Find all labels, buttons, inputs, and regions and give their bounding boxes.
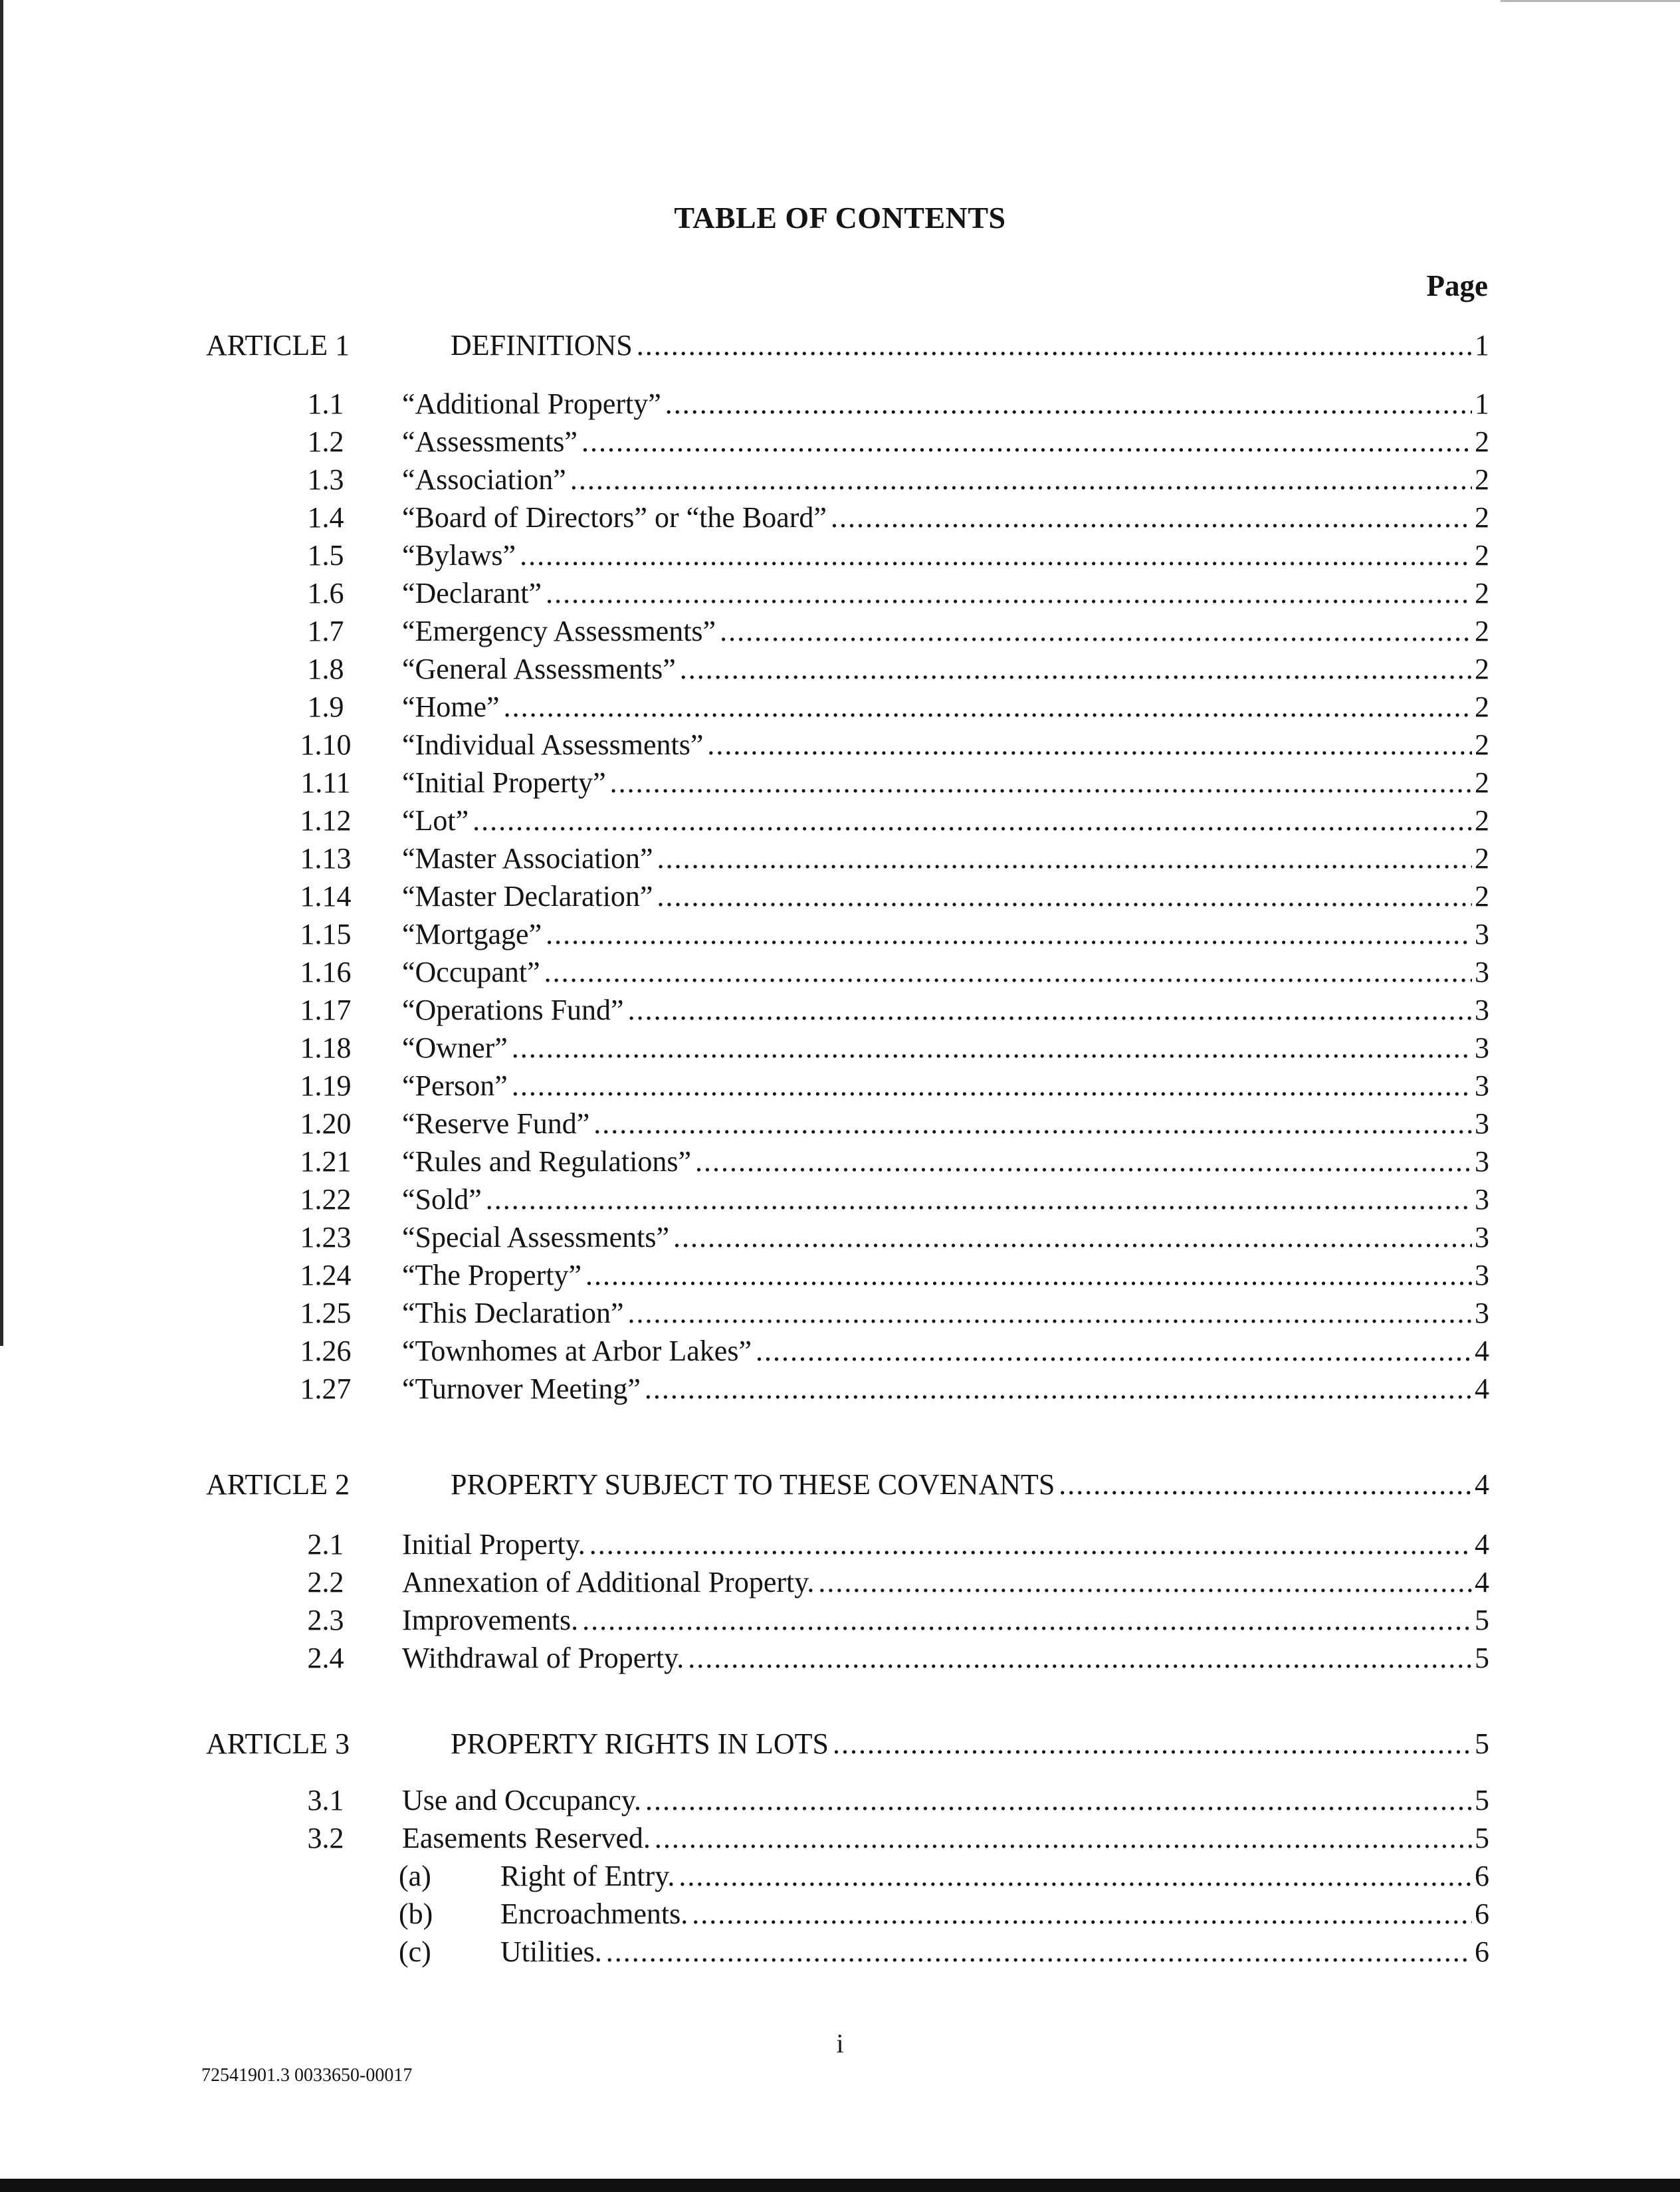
toc-leader [402, 385, 1489, 423]
section-page: 3 [1472, 916, 1489, 953]
toc-leader [402, 1333, 1489, 1370]
toc-section-row[interactable] [0, 764, 1680, 802]
section-number: 1.2 [307, 425, 344, 458]
toc-leader [402, 726, 1489, 764]
section-number: 1.21 [300, 1145, 352, 1178]
section-number: 2.1 [307, 1528, 344, 1561]
toc-section-row[interactable] [0, 1602, 1680, 1639]
toc-leader [402, 1640, 1489, 1677]
article-page: 5 [1472, 1725, 1489, 1763]
toc-leader [451, 1466, 1489, 1503]
toc-leader [402, 1030, 1489, 1067]
section-title: “Declarant” [402, 575, 546, 612]
document-id: 72541901.3 0033650-00017 [201, 2065, 413, 2086]
section-title: “Reserve Fund” [402, 1105, 593, 1143]
toc-leader [402, 1526, 1489, 1563]
toc-section-row[interactable] [0, 1219, 1680, 1256]
article-number: ARTICLE 3 [206, 1727, 350, 1760]
toc-subsection-row[interactable] [0, 1896, 1680, 1933]
toc-section-row[interactable] [0, 1257, 1680, 1294]
scan-top-edge [1501, 0, 1680, 2]
section-title: “Rules and Regulations” [402, 1143, 695, 1180]
section-title: “Occupant” [402, 954, 544, 991]
subsection-number: (b) [399, 1898, 433, 1930]
section-title: “Additional Property” [402, 385, 665, 423]
section-page: 3 [1472, 1257, 1489, 1294]
toc-leader [500, 1896, 1489, 1933]
section-number: 1.14 [300, 880, 352, 913]
toc-section-row[interactable] [0, 461, 1680, 498]
section-title: Use and Occupancy. [402, 1782, 645, 1819]
toc-article-row[interactable] [0, 1466, 1680, 1503]
section-number: 2.3 [307, 1604, 344, 1636]
section-title: Improvements. [402, 1602, 582, 1639]
section-page: 2 [1472, 840, 1489, 877]
section-page: 4 [1472, 1333, 1489, 1370]
section-number: 1.18 [300, 1032, 352, 1064]
toc-section-row[interactable] [0, 1181, 1680, 1218]
toc-leader [402, 1370, 1489, 1408]
section-page: 2 [1472, 802, 1489, 839]
toc-section-row[interactable] [0, 1640, 1680, 1677]
article-number: ARTICLE 2 [206, 1468, 350, 1501]
subsection-page: 6 [1472, 1896, 1489, 1933]
toc-section-row[interactable] [0, 1030, 1680, 1067]
section-number: 1.1 [307, 387, 344, 420]
toc-section-row[interactable] [0, 1143, 1680, 1180]
article-title: PROPERTY RIGHTS IN LOTS [451, 1725, 833, 1763]
toc-section-row[interactable] [0, 726, 1680, 764]
section-page: 2 [1472, 726, 1489, 764]
toc-section-row[interactable] [0, 689, 1680, 726]
toc-leader [451, 1725, 1489, 1763]
section-title: “Owner” [402, 1030, 512, 1067]
toc-section-row[interactable] [0, 385, 1680, 423]
section-number: 1.8 [307, 653, 344, 685]
section-title: Initial Property. [402, 1526, 589, 1563]
section-title: “Association” [402, 461, 570, 498]
toc-section-row[interactable] [0, 1067, 1680, 1105]
section-number: 1.12 [300, 804, 352, 837]
section-number: 1.11 [300, 766, 351, 799]
section-page: 4 [1472, 1526, 1489, 1563]
toc-leader [402, 840, 1489, 877]
toc-leader [402, 537, 1489, 574]
section-number: 1.6 [307, 577, 344, 609]
section-page: 5 [1472, 1602, 1489, 1639]
section-number: 1.26 [300, 1335, 352, 1367]
subsection-page: 6 [1472, 1858, 1489, 1895]
section-page: 4 [1472, 1370, 1489, 1408]
toc-leader [402, 575, 1489, 612]
subsection-number: (a) [399, 1860, 431, 1892]
toc-leader [402, 1564, 1489, 1601]
article-page: 4 [1472, 1466, 1489, 1503]
toc-article-row[interactable] [0, 327, 1680, 364]
toc-leader [402, 1143, 1489, 1180]
toc-leader [402, 1295, 1489, 1332]
section-page: 2 [1472, 423, 1489, 461]
toc-subsection-row[interactable] [0, 1858, 1680, 1895]
section-title: “Master Association” [402, 840, 657, 877]
section-page: 2 [1472, 537, 1489, 574]
section-title: “Turnover Meeting” [402, 1370, 645, 1408]
article-title: PROPERTY SUBJECT TO THESE COVENANTS [451, 1466, 1059, 1503]
toc-section-row[interactable] [0, 1782, 1680, 1819]
toc-section-row[interactable] [0, 1333, 1680, 1370]
section-title: “Home” [402, 689, 504, 726]
section-title: “Emergency Assessments” [402, 613, 720, 650]
footer-page-number: i [836, 2028, 844, 2058]
toc-leader [500, 1933, 1489, 1971]
toc-section-row[interactable] [0, 499, 1680, 536]
toc-section-row[interactable] [0, 1526, 1680, 1563]
section-title: “Person” [402, 1067, 512, 1105]
section-title: “Special Assessments” [402, 1219, 673, 1256]
toc-leader [500, 1858, 1489, 1895]
section-page: 2 [1472, 878, 1489, 915]
toc-section-row[interactable] [0, 954, 1680, 991]
section-title: “Mortgage” [402, 916, 546, 953]
section-number: 1.19 [300, 1069, 352, 1102]
toc-subsection-row[interactable] [0, 1933, 1680, 1971]
section-page: 2 [1472, 651, 1489, 688]
toc-article-row[interactable] [0, 1725, 1680, 1763]
toc-section-row[interactable] [0, 537, 1680, 574]
section-page: 4 [1472, 1564, 1489, 1601]
subsection-number: (c) [399, 1935, 431, 1968]
toc-section-row[interactable] [0, 1370, 1680, 1408]
toc-leader [402, 689, 1489, 726]
toc-section-row[interactable] [0, 423, 1680, 461]
toc-leader [451, 327, 1489, 364]
toc-leader [402, 992, 1489, 1029]
toc-section-row[interactable] [0, 575, 1680, 612]
toc-section-row[interactable] [0, 1564, 1680, 1601]
toc-leader [402, 1820, 1489, 1857]
article-title: DEFINITIONS [451, 327, 637, 364]
section-number: 1.5 [307, 539, 344, 572]
toc-section-row[interactable] [0, 1820, 1680, 1857]
subsection-title: Right of Entry. [500, 1858, 679, 1895]
section-number: 1.13 [300, 842, 352, 875]
scan-bottom-edge [0, 2179, 1680, 2192]
toc-section-row[interactable] [0, 992, 1680, 1029]
toc-leader [402, 878, 1489, 915]
section-title: “Lot” [402, 802, 472, 839]
toc-leader [402, 499, 1489, 536]
toc-leader [402, 954, 1489, 991]
section-page: 2 [1472, 613, 1489, 650]
section-title: Annexation of Additional Property. [402, 1564, 818, 1601]
page-column-heading: Page [1426, 269, 1488, 302]
toc-leader [402, 802, 1489, 839]
toc-leader [402, 1257, 1489, 1294]
section-number: 1.24 [300, 1259, 352, 1291]
toc-leader [402, 764, 1489, 802]
toc-leader [402, 613, 1489, 650]
section-title: “Board of Directors” or “the Board” [402, 499, 831, 536]
section-number: 1.20 [300, 1107, 352, 1140]
section-title: “Townhomes at Arbor Lakes” [402, 1333, 756, 1370]
section-number: 2.2 [307, 1566, 344, 1598]
section-title: “Assessments” [402, 423, 581, 461]
section-page: 3 [1472, 1295, 1489, 1332]
section-title: “Sold” [402, 1181, 486, 1218]
section-title: “Bylaws” [402, 537, 520, 574]
section-number: 1.10 [300, 728, 352, 761]
toc-leader [402, 651, 1489, 688]
toc-section-row[interactable] [0, 878, 1680, 915]
toc-leader [402, 1782, 1489, 1819]
section-number: 1.25 [300, 1297, 352, 1329]
section-page: 3 [1472, 1181, 1489, 1218]
section-page: 5 [1472, 1782, 1489, 1819]
section-number: 1.3 [307, 463, 344, 496]
toc-section-row[interactable] [0, 1295, 1680, 1332]
section-number: 1.4 [307, 501, 344, 534]
toc-leader [402, 1602, 1489, 1639]
article-number: ARTICLE 1 [206, 329, 350, 362]
section-page: 2 [1472, 764, 1489, 802]
section-page: 1 [1472, 385, 1489, 423]
section-page: 3 [1472, 1219, 1489, 1256]
toc-section-row[interactable] [0, 613, 1680, 650]
subsection-page: 6 [1472, 1933, 1489, 1971]
section-page: 3 [1472, 992, 1489, 1029]
section-number: 2.4 [307, 1642, 344, 1674]
section-page: 3 [1472, 1030, 1489, 1067]
section-page: 3 [1472, 1067, 1489, 1105]
toc-leader [402, 916, 1489, 953]
toc-leader [402, 1181, 1489, 1218]
section-page: 5 [1472, 1820, 1489, 1857]
toc-leader [402, 1219, 1489, 1256]
article-page: 1 [1472, 327, 1489, 364]
toc-leader [402, 461, 1489, 498]
section-page: 2 [1472, 461, 1489, 498]
section-title: “Individual Assessments” [402, 726, 707, 764]
section-page: 2 [1472, 575, 1489, 612]
section-title: “Master Declaration” [402, 878, 657, 915]
section-page: 2 [1472, 689, 1489, 726]
section-number: 1.7 [307, 615, 344, 647]
toc-leader [402, 1105, 1489, 1143]
section-title: “This Declaration” [402, 1295, 628, 1332]
section-title: Easements Reserved. [402, 1820, 655, 1857]
section-page: 5 [1472, 1640, 1489, 1677]
toc-section-row[interactable] [0, 802, 1680, 839]
section-number: 3.2 [307, 1822, 344, 1854]
toc-section-row[interactable] [0, 651, 1680, 688]
section-number: 1.16 [300, 956, 352, 988]
subsection-title: Encroachments. [500, 1896, 692, 1933]
section-number: 3.1 [307, 1784, 344, 1816]
section-title: “The Property” [402, 1257, 585, 1294]
section-number: 1.27 [300, 1372, 352, 1405]
section-title: “Initial Property” [402, 764, 610, 802]
toc-section-row[interactable] [0, 1105, 1680, 1143]
section-page: 3 [1472, 954, 1489, 991]
section-number: 1.23 [300, 1221, 352, 1254]
toc-leader [402, 423, 1489, 461]
section-number: 1.22 [300, 1183, 352, 1216]
section-number: 1.15 [300, 918, 352, 950]
toc-section-row[interactable] [0, 840, 1680, 877]
section-title: “General Assessments” [402, 651, 680, 688]
page-title: TABLE OF CONTENTS [674, 201, 1006, 235]
section-page: 2 [1472, 499, 1489, 536]
section-title: Withdrawal of Property. [402, 1640, 688, 1677]
section-number: 1.17 [300, 994, 352, 1026]
section-title: “Operations Fund” [402, 992, 628, 1029]
subsection-title: Utilities. [500, 1933, 606, 1971]
section-page: 3 [1472, 1143, 1489, 1180]
section-page: 3 [1472, 1105, 1489, 1143]
toc-leader [402, 1067, 1489, 1105]
toc-section-row[interactable] [0, 916, 1680, 953]
section-number: 1.9 [307, 691, 344, 723]
